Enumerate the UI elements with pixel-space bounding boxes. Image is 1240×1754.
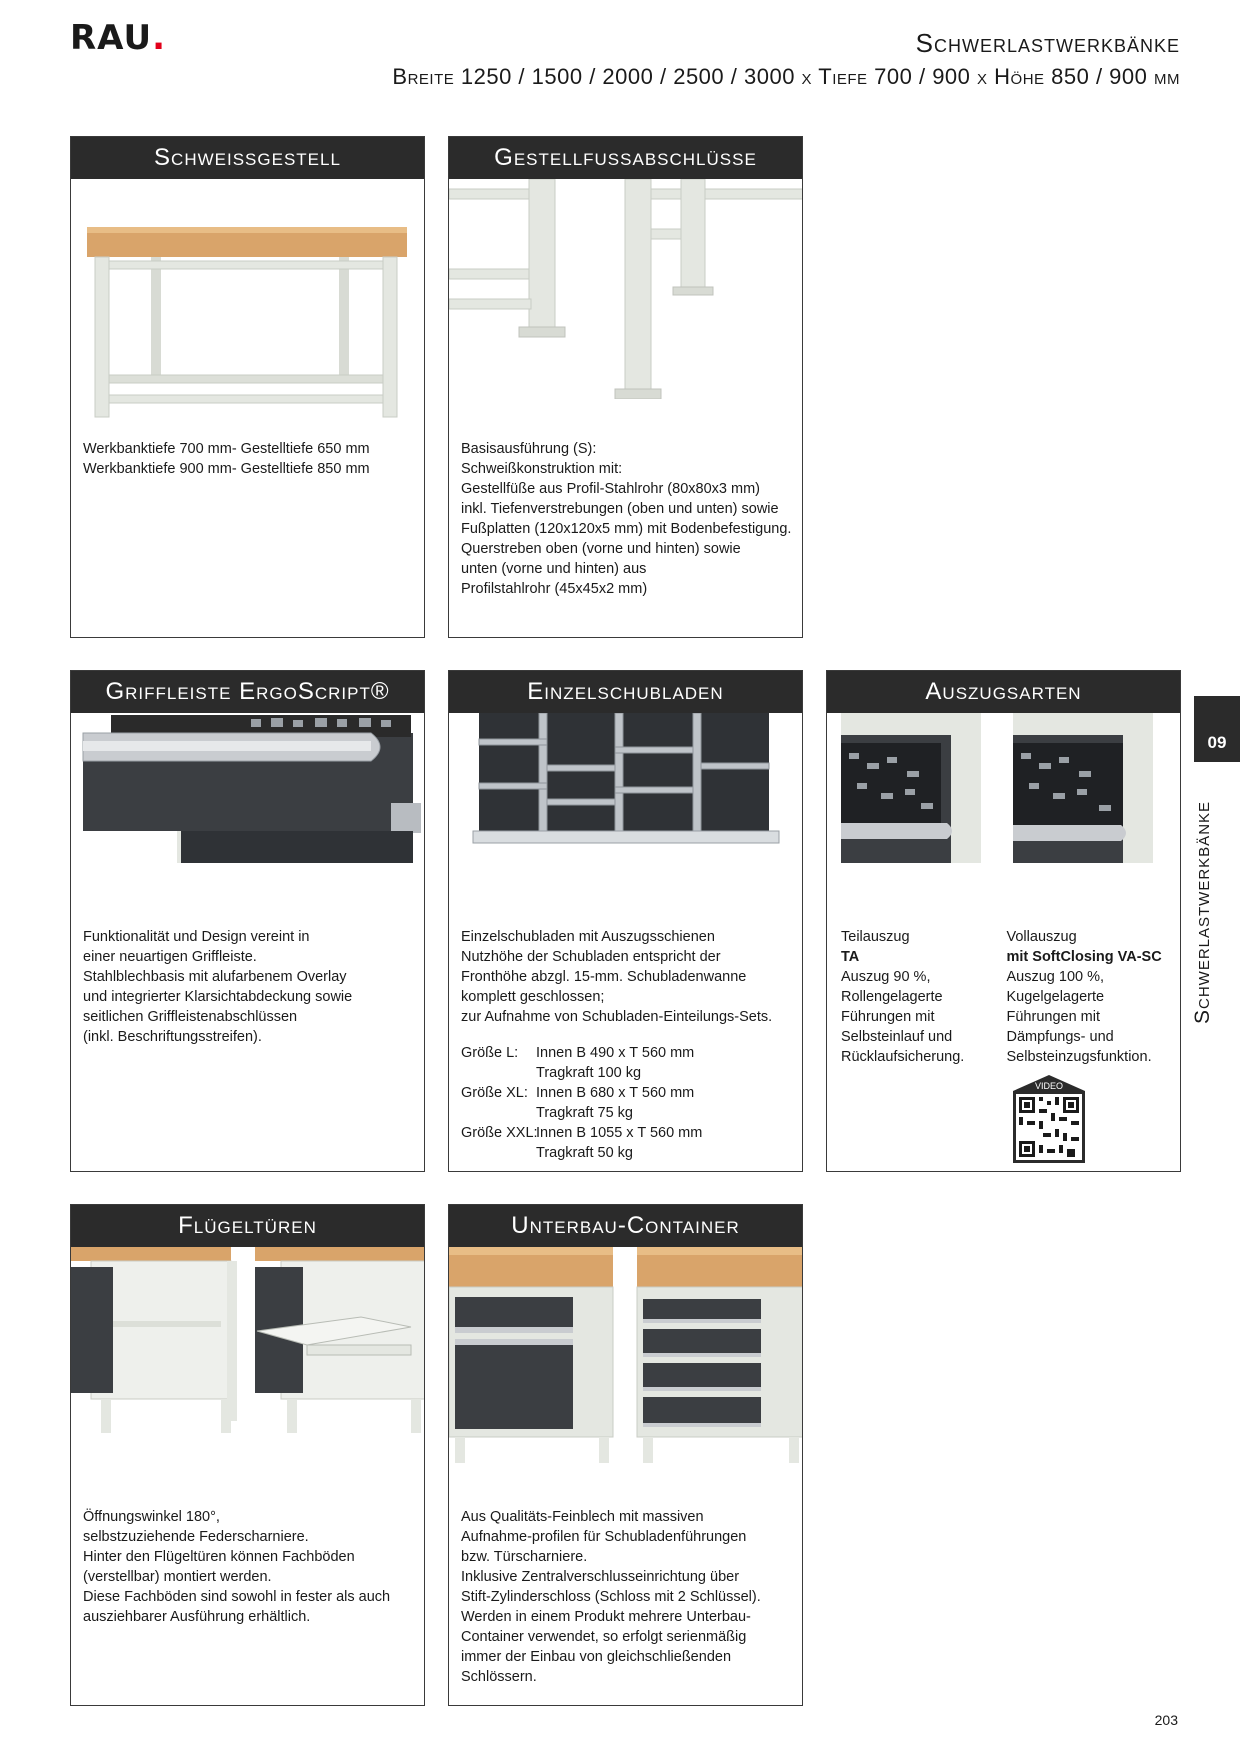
text-line: komplett geschlossen;: [461, 989, 605, 1005]
text-line: einer neuartigen Griffleiste.: [83, 949, 257, 965]
text-line: unten (vorne und hinten) aus: [461, 561, 647, 577]
page-number: 203: [1154, 1712, 1178, 1728]
chapter-label: Schwerlastwerkbänke: [1191, 800, 1214, 1024]
text-line: Schlössern.: [461, 1669, 537, 1685]
text-line: immer der Einbau von gleichschließenden: [461, 1649, 732, 1665]
text-line: Profilstahlrohr (45x45x2 mm): [461, 581, 648, 597]
text-line: inkl. Tiefenverstrebungen (oben und unten) sowie: [461, 501, 779, 517]
text-line: und integrierter Klarsichtabdeckung sowie: [83, 989, 353, 1005]
video-qr-code[interactable]: [1013, 1075, 1085, 1168]
card-title: Einzelschubladen: [449, 671, 802, 713]
card-title: Unterbau-Container: [449, 1205, 802, 1247]
text-line: selbstzuziehende Federscharniere.: [83, 1529, 309, 1545]
qr-video-label: VIDEO: [1034, 1081, 1064, 1091]
text-line: Fußplatten (120x120x5 mm) mit Bodenbefestigung.: [461, 521, 792, 537]
card-unterbau: [448, 1204, 803, 1706]
wing-doors-image: [71, 1247, 424, 1447]
text-line: Aufnahme-profilen für Schubladenführungen: [461, 1529, 747, 1545]
card-auszugsarten: [826, 670, 1181, 1172]
text-line: Aus Qualitäts-Feinblech mit massiven: [461, 1509, 704, 1525]
page-title: Schwerlastwerkbänke: [915, 28, 1180, 58]
text-line: (inkl. Beschriftungsstreifen).: [83, 1029, 262, 1045]
card-gestellfuss: [448, 136, 803, 638]
full-extension-column: Vollauszug mit SoftClosing VA-SC Auszug 100 %, Kugelgelagerte Führungen mit Dämpfungs- und Selbsteinzugsfunktion.: [1006, 929, 1162, 1065]
base-container-image: [449, 1247, 802, 1467]
text-line: Werkbanktiefe 900 mm- Gestelltiefe 850 mm: [83, 461, 370, 477]
card-title: Griffleiste ErgoScript®: [71, 671, 424, 713]
size-xxl-load: Tragkraft 50 kg: [536, 1145, 633, 1161]
text-line: Basisausführung (S):: [461, 441, 597, 457]
card-title: Flügeltüren: [71, 1205, 424, 1247]
workbench-image: [71, 179, 424, 439]
text-line: Werden in einem Produkt mehrere Unterbau-: [461, 1609, 751, 1625]
chapter-tab: 09: [1194, 696, 1240, 762]
text-line: bzw. Türscharniere.: [461, 1549, 588, 1565]
drawer-divider-image: [449, 713, 802, 863]
frame-foot-image: [449, 179, 802, 439]
text-line: Inklusive Zentralverschlusseinrichtung über: [461, 1569, 740, 1585]
partial-extension-column: Teilauszug TA Auszug 90 %, Rollengelagerte Führungen mit Selbsteinlauf und Rücklaufsicherung.: [841, 929, 965, 1065]
text-line: Öffnungswinkel 180°,: [83, 1509, 220, 1525]
text-line: Werkbanktiefe 700 mm- Gestelltiefe 650 mm: [83, 441, 370, 457]
card-einzelschubladen: [448, 670, 803, 1172]
card-title: Schweissgestell: [71, 137, 424, 179]
text-line: Gestellfüße aus Profil-Stahlrohr (80x80x3 mm): [461, 481, 760, 497]
page-subtitle: Breite 1250 / 1500 / 2000 / 2500 / 3000 x Tiefe 700 / 900 x Höhe 850 / 900 mm: [392, 64, 1180, 89]
size-xl-load: Tragkraft 75 kg: [536, 1105, 633, 1121]
text-line: Diese Fachböden sind sowohl in fester als auch: [83, 1589, 391, 1605]
card-schweissgestell: [70, 136, 425, 638]
text-line: (verstellbar) montiert werden.: [83, 1569, 272, 1585]
size-xl-row: Größe XL: Innen B 680 x T 560 mm: [461, 1085, 695, 1101]
card-griffleiste: [70, 670, 425, 1172]
text-line: Einzelschubladen mit Auszugsschienen: [461, 929, 715, 945]
text-line: Querstreben oben (vorne und hinten) sowie: [461, 541, 741, 557]
text-line: Stift-Zylinderschloss (Schloss mit 2 Schlüssel).: [461, 1589, 761, 1605]
text-line: Funktionalität und Design vereint in: [83, 929, 310, 945]
text-line: Hinter den Flügeltüren können Fachböden: [83, 1549, 355, 1565]
drawer-handle-image: [71, 713, 424, 863]
text-line: Container verwendet, so erfolgt serienmäßig: [461, 1629, 747, 1645]
text-line: seitlichen Griffleistenabschlüssen: [83, 1009, 298, 1025]
card-title: Auszugsarten: [827, 671, 1180, 713]
size-l-load: Tragkraft 100 kg: [536, 1065, 642, 1081]
text-line: ausziehbarer Ausführung erhältlich.: [83, 1609, 311, 1625]
card-title: Gestellfussabschlüsse: [449, 137, 802, 179]
rau-logo: RAU.: [70, 18, 166, 58]
text-line: zur Aufnahme von Schubladen-Einteilungs-Sets.: [461, 1009, 773, 1025]
text-line: Stahlblechbasis mit alufarbenem Overlay: [83, 969, 347, 985]
drawer-extension-images: [827, 713, 1180, 863]
text-line: Fronthöhe abzgl. 15-mm. Schubladenwanne: [461, 969, 747, 985]
text-line: Nutzhöhe der Schubladen entspricht der: [461, 949, 721, 965]
card-fluegeltueren: [70, 1204, 425, 1706]
size-xxl-row: Größe XXL: Innen B 1055 x T 560 mm: [461, 1125, 703, 1141]
text-line: Schweißkonstruktion mit:: [461, 461, 623, 477]
size-l-row: Größe L: Innen B 490 x T 560 mm: [461, 1045, 695, 1061]
